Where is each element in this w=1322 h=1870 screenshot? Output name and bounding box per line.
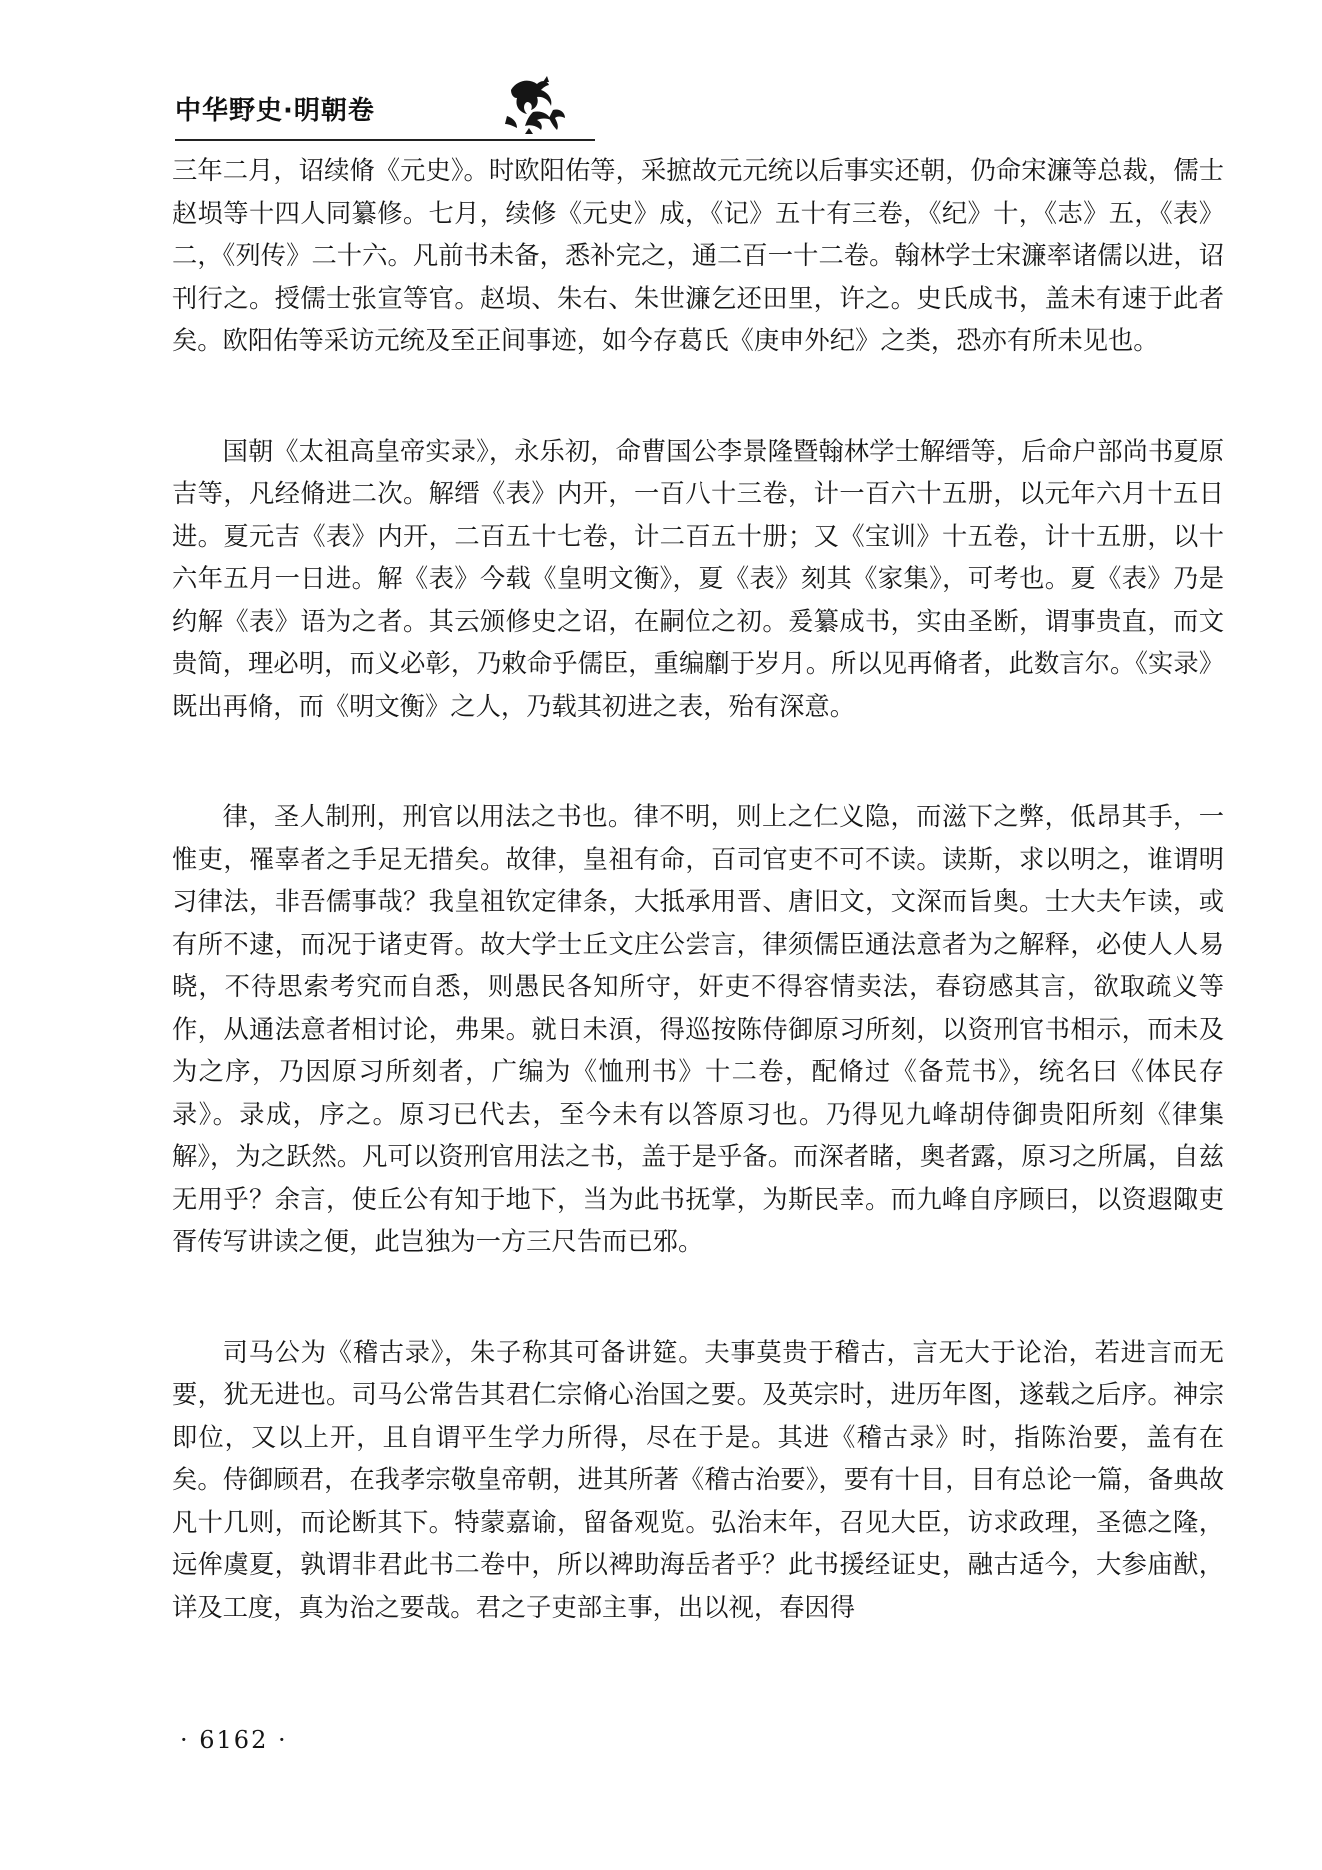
dragon-emblem-icon: [503, 76, 569, 136]
paragraph-yuanshi: 三年二月，诏续脩《元史》。时欧阳佑等，采摭故元元统以后事实还朝，仍命宋濂等总裁，儒士赵埙等十四人同纂修。七月，续修《元史》成，《记》五十有三卷，《纪》十，《志》五，《表》二，《列传》二十六。凡前书未备，悉补完之，通二百一十二卷。翰林学士宋濂率诸儒以进，诏刊行之。授儒士张宣等官。赵埙、朱右、朱世濂乞还田里，许之。史氏成书，盖未有速于此者矣。欧阳佑等采访元统及至正间事迹，如今存葛氏《庚申外纪》之类，恐亦有所未见也。: [172, 156, 1224, 355]
body-text: [172, 150, 1224, 1629]
header-rule: [175, 139, 595, 141]
running-header: [175, 82, 595, 142]
paragraph-shilu: 国朝《太祖高皇帝实录》，永乐初，命曹国公李景隆暨翰林学士解缙等，后命户部尚书夏原吉等，凡经脩进二次。解缙《表》内开，一百八十三卷，计一百六十五册，以元年六月十五日进。夏元吉《表》内开，二百五十七卷，计二百五十册；又《宝训》十五卷，计十五册，以十六年五月一日进。解《表》今载《皇明文衡》，夏《表》刻其《家集》，可考也。夏《表》乃是约解《表》语为之者。其云颁修史之诏，在嗣位之初。爰纂成书，实由圣断，谓事贵直，而文贵简，理必明，而义必彰，乃敕命乎儒臣，重编劘于岁月。所以见再脩者，此数言尔。《实录》既出再脩，而《明文衡》之人，乃载其初进之表，殆有深意。: [172, 436, 1224, 721]
page-number: · 6162 ·: [180, 1726, 288, 1754]
book-title: 中华野史·明朝卷: [175, 96, 375, 126]
paragraph-lu: 律，圣人制刑，刑官以用法之书也。律不明，则上之仁义隐，而滋下之弊，低昂其手，一惟吏，罹辜者之手足无措矣。故律，皇祖有命，百司官吏不可不读。读斯，求以明之，谁谓明习律法，非吾儒事哉？我皇祖钦定律条，大抵承用晋、唐旧文，文深而旨奥。士大夫乍读，或有所不逮，而况于诸吏胥。故大学士丘文庄公尝言，律须儒臣通法意者为之解释，必使人人易晓，不待思索考究而自悉，则愚民各知所守，奸吏不得容情卖法，春窃感其言，欲取疏义等作，从通法意者相讨论，弗果。就日未湏，得巡按陈侍御原习所刻，以资刑官书相示，而未及为之序，乃因原习所刻者，广编为《恤刑书》十二卷，配脩过《备荒书》，统名曰《体民存录》。录成，序之。原习已代去，至今未有以答原习也。乃得见九峰胡侍御贵阳所刻《律集解》，为之跃然。凡可以资刑官用法之书，盖于是乎备。而深者睹，奥者露，原习之所属，自兹无用乎？余言，使丘公有知于地下，当为此书抚掌，为斯民幸。而九峰自序顾曰，以资遐陬吏胥传写讲读之便，此岂独为一方三尺告而已邪。: [172, 802, 1224, 1256]
paragraph-jigulu: 司马公为《稽古录》，朱子称其可备讲筵。夫事莫贵于稽古，言无大于论治，若进言而无要，犹无进也。司马公常告其君仁宗脩心治国之要。及英宗时，进历年图，遂载之后序。神宗即位，又以上开，且自谓平生学力所得，尽在于是。其进《稽古录》时，指陈治要，盖有在矣。侍御顾君，在我孝宗敬皇帝朝，进其所著《稽古治要》，要有十目，目有总论一篇，备典故凡十几则，而论断其下。特蒙嘉谕，留备观览。弘治末年，召见大臣，访求政理，圣德之隆，远侔虞夏，孰谓非君此书二卷中，所以裨助海岳者乎？此书援经证史，融古适今，大参庙猷，详及工度，真为治之要哉。君之子吏部主事，出以视，春因得: [172, 1337, 1224, 1622]
